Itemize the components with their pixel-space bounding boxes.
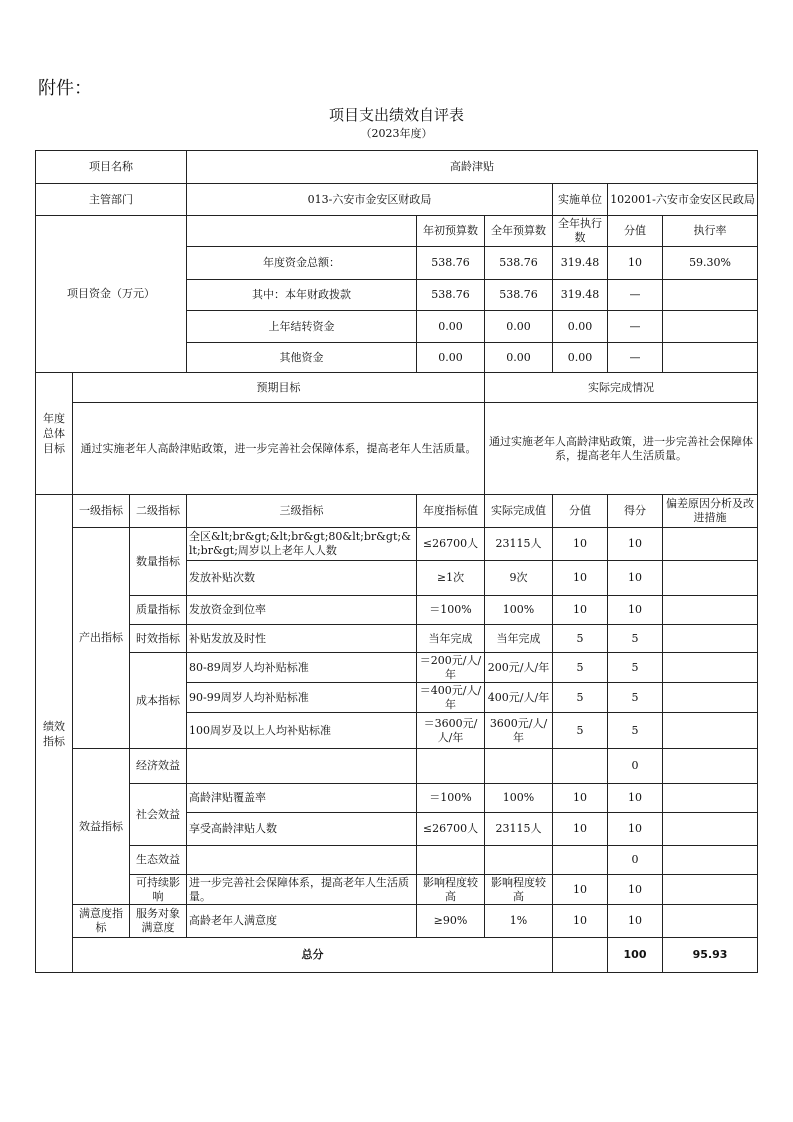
target-value: ≥90% [417, 905, 485, 938]
funds-header: 全年执行数 [553, 216, 608, 247]
target-value: ＝100% [417, 784, 485, 813]
indicator-name: 100周岁及以上人均补贴标准 [187, 713, 417, 749]
target-value: ＝400元/人/年 [417, 683, 485, 713]
perf-header: 二级指标 [130, 495, 187, 528]
indicator-name: 进一步完善社会保障体系，提高老年人生活质量。 [187, 875, 417, 905]
project-name-value: 高龄津贴 [187, 151, 758, 184]
expected-goal-text: 通过实施老年人高龄津贴政策，进一步完善社会保障体系，提高老年人生活质量。 [73, 403, 485, 495]
score: 10 [608, 561, 663, 596]
score: 10 [608, 875, 663, 905]
indicator-name-text: 全区&lt;br&gt;&lt;br&gt;80&lt;br&gt;&lt;br&gt;周岁以上老年人人数 [189, 530, 411, 557]
funds-cell: 319.48 [553, 280, 608, 311]
indicator-name [187, 846, 417, 875]
funds-header: 全年预算数 [485, 216, 553, 247]
total-blank [553, 938, 608, 973]
benefit-indicator-label: 效益指标 [73, 749, 130, 905]
score-value: 10 [553, 596, 608, 625]
funds-cell [663, 280, 758, 311]
satisfaction-indicator-label: 满意度指标 [73, 905, 130, 938]
funds-cell: — [608, 343, 663, 373]
score-value: 10 [553, 905, 608, 938]
funds-header: 年初预算数 [417, 216, 485, 247]
indicator-name: 高龄老年人满意度 [187, 905, 417, 938]
actual-value: 23115人 [485, 813, 553, 846]
deviation-note [663, 784, 758, 813]
funds-cell: 0.00 [417, 343, 485, 373]
score: 5 [608, 653, 663, 683]
target-value: 当年完成 [417, 625, 485, 653]
indicator-name [187, 749, 417, 784]
actual-value: 9次 [485, 561, 553, 596]
score: 5 [608, 683, 663, 713]
funds-header-blank [187, 216, 417, 247]
funds-cell: 538.76 [417, 280, 485, 311]
total-score: 95.93 [663, 938, 758, 973]
indicator-name [187, 528, 417, 561]
funds-cell [663, 311, 758, 343]
perf-header: 一级指标 [73, 495, 130, 528]
score: 10 [608, 905, 663, 938]
deviation-note [663, 528, 758, 561]
year-subtitle: （2023年度） [360, 127, 433, 140]
funds-header: 执行率 [663, 216, 758, 247]
actual-value: 影响程度较高 [485, 875, 553, 905]
score-value: 5 [553, 653, 608, 683]
score-value [553, 846, 608, 875]
actual-value: 200元/人/年 [485, 653, 553, 683]
indicator-name: 发放资金到位率 [187, 596, 417, 625]
score-value: 10 [553, 875, 608, 905]
score: 5 [608, 713, 663, 749]
deviation-note [663, 683, 758, 713]
perf-header: 年度指标值 [417, 495, 485, 528]
annual-goal-label: 年度总体目标 [36, 373, 73, 495]
score-value: 5 [553, 625, 608, 653]
target-value: 影响程度较高 [417, 875, 485, 905]
funds-row-name: 上年结转资金 [187, 311, 417, 343]
funds-cell: 538.76 [485, 280, 553, 311]
perf-header: 实际完成值 [485, 495, 553, 528]
funds-cell: 59.30% [663, 247, 758, 280]
perf-header: 偏差原因分析及改进措施 [663, 495, 758, 528]
social-benefit-label: 社会效益 [130, 784, 187, 846]
total-label: 总分 [73, 938, 553, 973]
time-indicator-label: 时效指标 [130, 625, 187, 653]
deviation-note [663, 596, 758, 625]
score: 10 [608, 784, 663, 813]
funds-cell [663, 343, 758, 373]
score: 0 [608, 749, 663, 784]
indicator-name: 高龄津贴覆盖率 [187, 784, 417, 813]
score-value: 10 [553, 528, 608, 561]
eco-benefit-label: 生态效益 [130, 846, 187, 875]
indicator-name: 80-89周岁人均补贴标准 [187, 653, 417, 683]
perf-header: 得分 [608, 495, 663, 528]
indicator-name: 补贴发放及时性 [187, 625, 417, 653]
total-score-value: 100 [608, 938, 663, 973]
funds-cell: — [608, 280, 663, 311]
score: 10 [608, 528, 663, 561]
actual-result-header: 实际完成情况 [485, 373, 758, 403]
score-value: 5 [553, 713, 608, 749]
actual-value: 100% [485, 596, 553, 625]
funds-cell: 0.00 [485, 343, 553, 373]
deviation-note [663, 905, 758, 938]
deviation-note [663, 749, 758, 784]
project-name-label: 项目名称 [36, 151, 187, 184]
funds-cell: 538.76 [417, 247, 485, 280]
funds-row-name: 其他资金 [187, 343, 417, 373]
actual-value: 23115人 [485, 528, 553, 561]
target-value: ≤26700人 [417, 813, 485, 846]
funds-cell: 0.00 [553, 311, 608, 343]
score-value: 10 [553, 784, 608, 813]
target-value: ＝3600元/人/年 [417, 713, 485, 749]
economic-benefit-label: 经济效益 [130, 749, 187, 784]
actual-value: 3600元/人/年 [485, 713, 553, 749]
perf-header: 分值 [553, 495, 608, 528]
impl-unit-value: 102001-六安市金安区民政局 [608, 184, 758, 216]
funds-cell: 0.00 [417, 311, 485, 343]
dept-label: 主管部门 [36, 184, 187, 216]
score: 0 [608, 846, 663, 875]
actual-value [485, 846, 553, 875]
funds-cell: 10 [608, 247, 663, 280]
score-value: 10 [553, 813, 608, 846]
funds-cell: 0.00 [553, 343, 608, 373]
funds-label: 项目资金（万元） [36, 216, 187, 373]
attachment-label: 附件： [38, 78, 92, 99]
score: 10 [608, 596, 663, 625]
actual-value [485, 749, 553, 784]
performance-indicator-label: 绩效指标 [36, 495, 73, 973]
service-satisfaction-label: 服务对象满意度 [130, 905, 187, 938]
actual-value: 1% [485, 905, 553, 938]
deviation-note [663, 846, 758, 875]
indicator-name: 90-99周岁人均补贴标准 [187, 683, 417, 713]
deviation-note [663, 813, 758, 846]
deviation-note [663, 561, 758, 596]
target-value: ＝100% [417, 596, 485, 625]
actual-value: 400元/人/年 [485, 683, 553, 713]
actual-value: 当年完成 [485, 625, 553, 653]
impl-unit-label: 实施单位 [553, 184, 608, 216]
deviation-note [663, 875, 758, 905]
funds-header: 分值 [608, 216, 663, 247]
target-value: ≥1次 [417, 561, 485, 596]
output-indicator-label: 产出指标 [73, 528, 130, 749]
funds-cell: 538.76 [485, 247, 553, 280]
target-value: ≤26700人 [417, 528, 485, 561]
performance-table [35, 150, 758, 973]
sustainable-impact-label: 可持续影响 [130, 875, 187, 905]
funds-cell: 319.48 [553, 247, 608, 280]
indicator-name: 享受高龄津贴人数 [187, 813, 417, 846]
deviation-note [663, 713, 758, 749]
score: 10 [608, 813, 663, 846]
cost-indicator-label: 成本指标 [130, 653, 187, 749]
target-value [417, 749, 485, 784]
funds-cell: 0.00 [485, 311, 553, 343]
score: 5 [608, 625, 663, 653]
quantity-indicator-label: 数量指标 [130, 528, 187, 596]
score-value: 10 [553, 561, 608, 596]
target-value: ＝200元/人/年 [417, 653, 485, 683]
funds-row-name: 其中：本年财政拨款 [187, 280, 417, 311]
indicator-name: 发放补贴次数 [187, 561, 417, 596]
funds-cell: — [608, 311, 663, 343]
dept-value: 013-六安市金安区财政局 [187, 184, 553, 216]
score-value [553, 749, 608, 784]
page-title: 项目支出绩效自评表 [328, 106, 464, 124]
actual-result-text: 通过实施老年人高龄津贴政策，进一步完善社会保障体系，提高老年人生活质量。 [485, 403, 758, 495]
deviation-note [663, 625, 758, 653]
target-value [417, 846, 485, 875]
deviation-note [663, 653, 758, 683]
perf-header: 三级指标 [187, 495, 417, 528]
actual-value: 100% [485, 784, 553, 813]
funds-row-name: 年度资金总额： [187, 247, 417, 280]
expected-goal-header: 预期目标 [73, 373, 485, 403]
score-value: 5 [553, 683, 608, 713]
quality-indicator-label: 质量指标 [130, 596, 187, 625]
